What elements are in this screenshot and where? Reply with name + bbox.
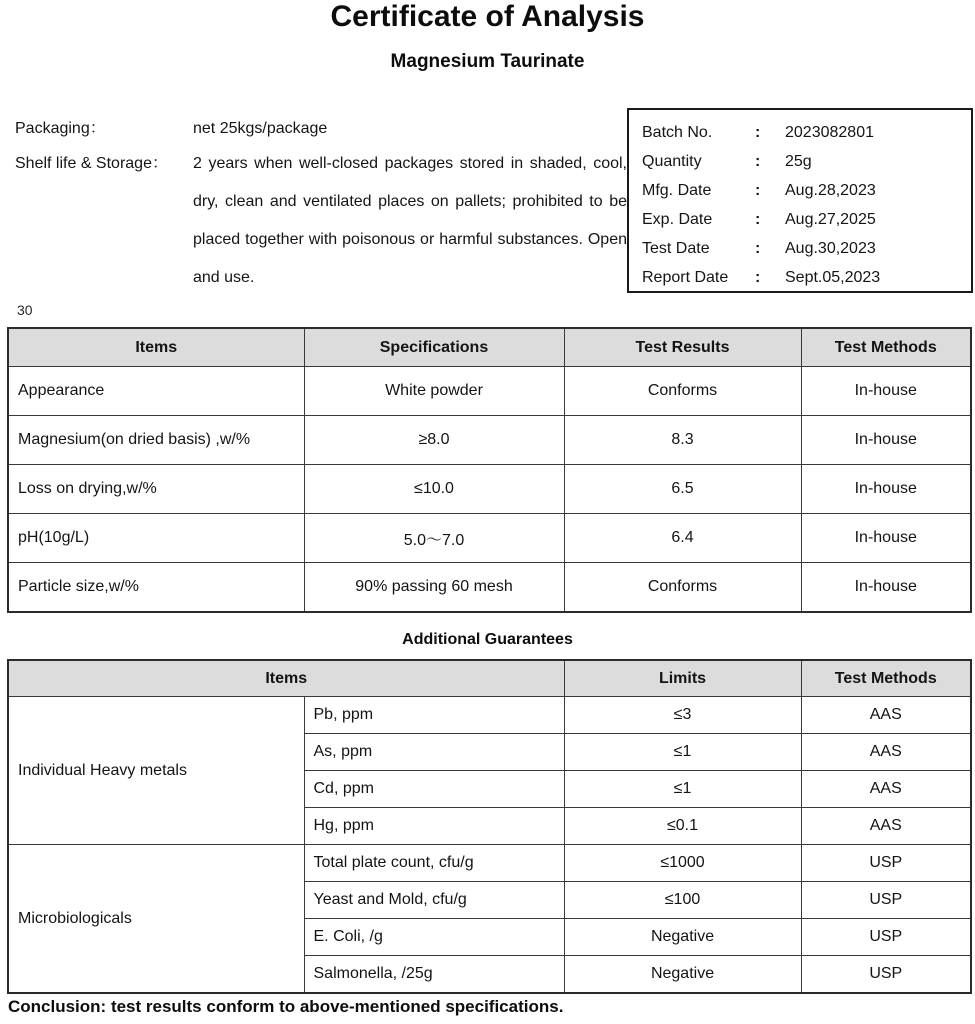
limit-cell: ≤1 — [564, 734, 801, 771]
method-cell: AAS — [801, 734, 971, 771]
batch-no-value: 2023082801 — [785, 124, 874, 141]
report-date-colon: : — [755, 269, 761, 286]
spec-cell: 90% passing 60 mesh — [304, 563, 564, 613]
conclusion-text: Conclusion: test results conform to above-mentioned specifications. — [8, 997, 564, 1016]
method-cell: AAS — [801, 808, 971, 845]
item-cell: As, ppm — [304, 734, 564, 771]
quantity-colon: : — [755, 153, 761, 170]
item-cell: Loss on drying,w/% — [8, 465, 304, 514]
item-cell: Particle size,w/% — [8, 563, 304, 613]
guarantees-header-row — [8, 660, 971, 697]
method-cell: USP — [801, 845, 971, 882]
limit-cell: Negative — [564, 956, 801, 994]
guarantees-table — [7, 659, 972, 994]
col-header-methods: Test Methods — [801, 328, 971, 367]
table-row — [8, 514, 971, 563]
shelf-life-label: Shelf life & Storage： — [15, 155, 168, 172]
batch-no-label: Batch No. — [642, 124, 713, 141]
shelf-life-text: 2 years when well-closed packages stored in shaded, cool, dry, clean and ventilated places on pallets; prohibited to be placed together with poisonous or harmful substances. Open and use. — [193, 155, 627, 286]
col-header-methods: Test Methods — [801, 660, 971, 697]
table-row — [8, 416, 971, 465]
additional-guarantees-heading: Additional Guarantees — [402, 631, 573, 648]
method-cell: USP — [801, 956, 971, 994]
limit-cell: ≤0.1 — [564, 808, 801, 845]
test-date-label: Test Date — [642, 240, 710, 257]
limit-cell: ≤3 — [564, 697, 801, 734]
col-header-results: Test Results — [564, 328, 801, 367]
exp-date-colon: : — [755, 211, 761, 228]
batch-no-colon: : — [755, 124, 761, 141]
col-header-limits: Limits — [564, 660, 801, 697]
item-cell: Pb, ppm — [304, 697, 564, 734]
mfg-date-colon: : — [755, 182, 761, 199]
result-cell: 8.3 — [564, 416, 801, 465]
item-cell: Cd, ppm — [304, 771, 564, 808]
method-cell: AAS — [801, 771, 971, 808]
item-cell: Magnesium(on dried basis) ,w/% — [8, 416, 304, 465]
limit-cell: Negative — [564, 919, 801, 956]
exp-date-label: Exp. Date — [642, 211, 713, 228]
result-cell: Conforms — [564, 367, 801, 416]
item-cell: Yeast and Mold, cfu/g — [304, 882, 564, 919]
mfg-date-value: Aug.28,2023 — [785, 182, 876, 199]
exp-date-value: Aug.27,2025 — [785, 211, 876, 228]
packaging-label: Packaging： — [15, 120, 106, 137]
limit-cell: ≤100 — [564, 882, 801, 919]
spec-cell: 5.0～7.0 — [304, 514, 564, 563]
product-name: Magnesium Taurinate — [390, 51, 585, 72]
table-row — [8, 465, 971, 514]
method-cell: In-house — [801, 465, 971, 514]
mfg-date-label: Mfg. Date — [642, 182, 712, 199]
report-date-label: Report Date — [642, 269, 729, 286]
analysis-header-row — [8, 328, 971, 367]
quantity-value: 25g — [785, 153, 812, 170]
table-row — [8, 697, 971, 734]
item-cell: pH(10g/L) — [8, 514, 304, 563]
item-cell: Total plate count, cfu/g — [304, 845, 564, 882]
result-cell: Conforms — [564, 563, 801, 613]
item-cell: Salmonella, /25g — [304, 956, 564, 994]
item-cell: E. Coli, /g — [304, 919, 564, 956]
method-cell: In-house — [801, 563, 971, 613]
packaging-value: net 25kgs/package — [193, 120, 328, 137]
limit-cell: ≤1 — [564, 771, 801, 808]
page-title: Certificate of Analysis — [330, 0, 645, 33]
spec-cell: ≥8.0 — [304, 416, 564, 465]
result-cell: 6.5 — [564, 465, 801, 514]
spec-cell: ≤10.0 — [304, 465, 564, 514]
item-cell: Appearance — [8, 367, 304, 416]
result-cell: 6.4 — [564, 514, 801, 563]
method-cell: In-house — [801, 367, 971, 416]
group-cell: Individual Heavy metals — [8, 697, 304, 845]
method-cell: USP — [801, 919, 971, 956]
group-cell: Microbiologicals — [8, 845, 304, 994]
col-header-specs: Specifications — [304, 328, 564, 367]
method-cell: AAS — [801, 697, 971, 734]
col-header-items: Items — [8, 328, 304, 367]
limit-cell: ≤1000 — [564, 845, 801, 882]
page-number: 30 — [17, 302, 33, 318]
table-row — [8, 367, 971, 416]
item-cell: Hg, ppm — [304, 808, 564, 845]
test-date-value: Aug.30,2023 — [785, 240, 876, 257]
report-date-value: Sept.05,2023 — [785, 269, 881, 286]
quantity-label: Quantity — [642, 153, 702, 170]
col-header-items: Items — [8, 660, 564, 697]
spec-cell: White powder — [304, 367, 564, 416]
table-row — [8, 845, 971, 882]
test-date-colon: : — [755, 240, 761, 257]
table-row — [8, 563, 971, 613]
analysis-table — [7, 327, 972, 613]
method-cell: In-house — [801, 514, 971, 563]
packaging-storage-section — [15, 112, 627, 297]
method-cell: USP — [801, 882, 971, 919]
method-cell: In-house — [801, 416, 971, 465]
batch-info-box — [627, 108, 973, 293]
